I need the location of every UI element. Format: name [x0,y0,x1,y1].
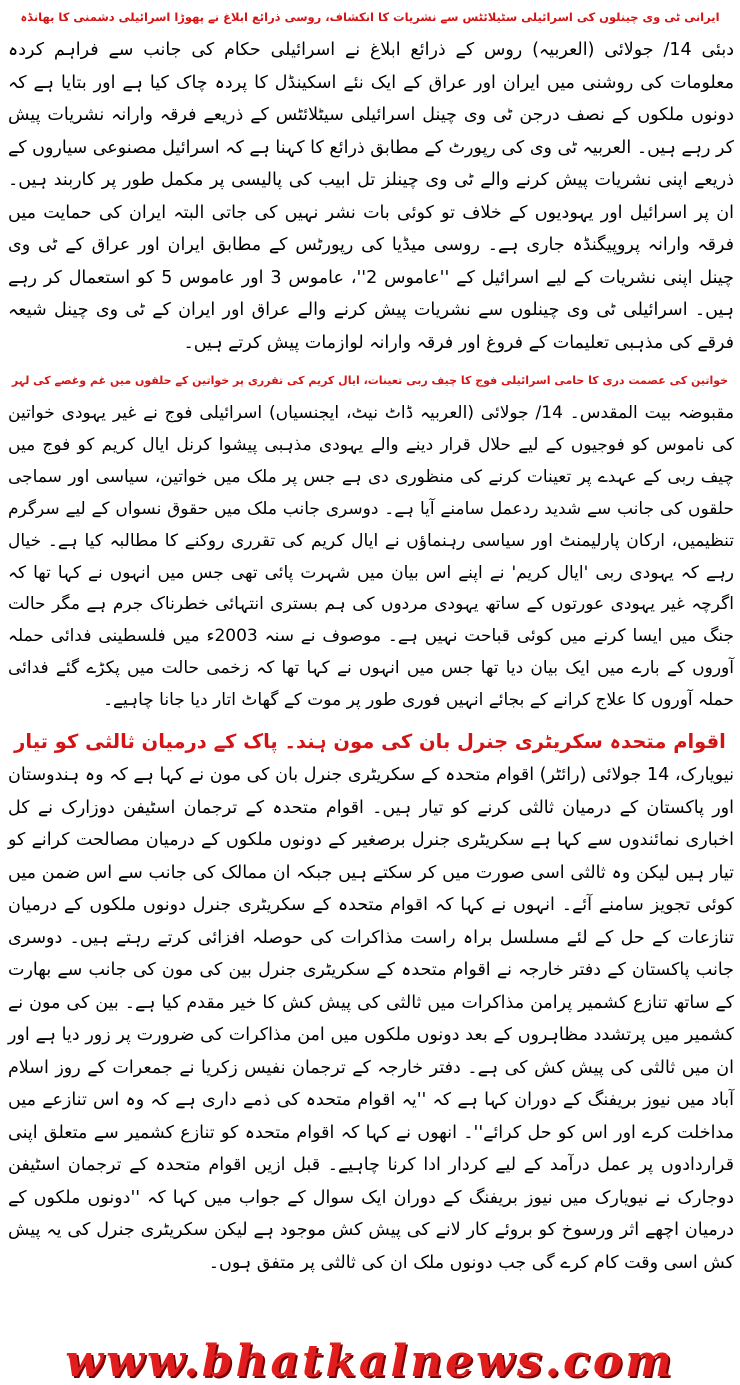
body-un-mediation: نیویارک، 14 جولائی (رائٹر) اقوام متحدہ کے سکریٹری جنرل بان کی مون نے کہا ہے کہ وہ ہندوستان اور پاکستان کے درمیان ثالثی کرنے کو تیار ہیں۔ اقوام متحدہ کے ترجمان اسٹیفن دوزارک نے کل اخباری نمائندوں سے کہا ہے سکریٹری جنرل برصغیر کے دونوں ملکوں کے درمیان مصالحت کرانے کو تیار ہیں لیکن وہ ثالثی اسی صورت میں کر سکتے ہیں جبکہ ان ممالک کی جانب سے اس ضمن میں کوئی تجویز سامنے آئے۔ انہوں نے کہا کہ اقوام متحدہ کے سکریٹری جنرل دونوں ملکوں کے درمیان تنازعات کے حل کے لئے مسلسل براہ راست مذاکرات کی حوصلہ افزائی کرتے رہتے ہیں۔ دوسری جانب پاکستان کے دفتر خارجہ نے اقوام متحدہ کے سکریٹری جنرل بین کی مون کی جانب سے بھارت کے ساتھ تنازع کشمیر پرامن مذاکرات میں ثالثی کی پیش کش کا خیر مقدم کیا ہے۔ بین کی مون نے کشمیر میں پرتشدد مظاہروں کے بعد دونوں ملکوں میں امن مذاکرات کی ضرورت پر زور دیا ہے اور ان میں ثالثی کی پیش کش کی ہے۔ دفتر خارجہ کے ترجمان نفیس زکریا نے جمعرات کے روز اسلام آباد میں نیوز بریفنگ کے دوران کہا ہے کہ ''یہ اقوام متحدہ کی ذمے داری ہے کہ وہ اس تنازعے میں مداخلت کرے اور اس کو حل کرائے''۔ انھوں نے کہا کہ اقوام متحدہ کو تنازع کشمیر سے متعلق اپنی قراردادوں پر عمل درآمد کے لیے کردار ادا کرنا چاہیے۔ قبل ازیں اقوام متحدہ کے ترجمان اسٹیفن دوجارک نے نیویارک میں نیوز بریفنگ کے دوران ایک سوال کے جواب میں کہا کہ ''دونوں ملکوں کے درمیان اچھے اثر ورسوخ کو بروئے کار لانے کی پیش کش موجود ہے لیکن سکریٹری جنرل کی یہ پیش کش اسی وقت کام کرے گی جب دونوں ملک ان کی ثالثی پر متفق ہوں۔ [8,765,734,1273]
article-iran-tv-channels [0,2,740,359]
body-iran-tv-channels: دبئی 14/ جولائی (العربیہ) روس کے ذرائع ابلاغ نے اسرائیلی حکام کی جانب سے فراہم کردہ معلومات کی روشنی میں ایران اور عراق کے ایک نئے اسکینڈل کا پردہ چاک کیا ہے اور بتایا ہے کہ دونوں ملکوں کے نصف درجن ٹی وی چینل اسرائیلی سیٹلائٹس کے ذریعے فرقہ وارانہ نشریات پیش کر رہے ہیں۔ العربیہ ٹی وی کی رپورٹ کے مطابق ذرائع کا کہنا ہے کہ اسرائیل مصنوعی سیاروں کے ذریعے اپنی نشریات پیش کرنے والے ٹی وی چینلز تل ابیب کی پالیسی پر مکمل طور پر کاربند ہیں۔ ان پر اسرائیل اور یہودیوں کے خلاف تو کوئی بات نشر نہیں کی جاتی البتہ ایران کی حمایت میں فرقہ وارانہ پروپیگنڈہ جاری ہے۔ روسی میڈیا کی رپورٹس کے مطابق ایران اور عراق کے ٹی وی چینل اپنی نشریات کے لیے اسرائیل کے ''عاموس 2''، عاموس 3 اور عاموس 5 کو استعمال کر رہے ہیں۔ اسرائیلی ٹی وی چینلوں سے نشریات پیش کرنے والے عراق اور ایران کے ٹی وی چینل شیعہ فرقے کی مذہبی تعلیمات کے فروغ اور فرقہ وارانہ لوازمات پیش کرتے ہیں۔ [7,40,735,353]
headline-un-mediation: اقوام متحدہ سکریٹری جنرل بان کی مون ہند۔ پاک کے درمیان ثالثی کو تیار [14,730,726,753]
headline-iran-tv-channels: ایرانی ٹی وی چینلوں کی اسرائیلی سٹیلائٹس سے نشریات کا انکشاف، روسی ذرائع ابلاغ نے پھوڑا اسرائیلی دشمنی کا بھانڈہ [20,10,720,24]
watermark-url: www.bhatkalnews.com [65,1338,675,1385]
footer-watermark [0,1338,740,1385]
article-un-mediation [0,727,740,1279]
headline-israeli-chief-rabbi: خواتین کی عصمت دری کا حامی اسرائیلی فوج کا چیف ربی تعینات، ایال کریم کی تقرری پر خواتین کے حلقوں میں غم وغصے کی لہر [11,374,729,387]
article-israeli-chief-rabbi [0,366,740,717]
body-israeli-chief-rabbi: مقبوضہ بیت المقدس۔ 14/ جولائی (العربیہ ڈاٹ نیٹ، ایجنسیاں) اسرائیلی فوج نے غیر یہودی خواتین کی ناموس کو فوجیوں کے لیے حلال قرار دینے والے یہودی مذہبی پیشوا کرنل ایال کریم کو فوج میں چیف ربی کے عہدے پر تعینات کرنے کی منظوری دی ہے جس پر ملک میں خواتین، سیاسی اور سماجی حلقوں کی جانب سے شدید ردعمل سامنے آیا ہے۔ دوسری جانب ملک میں حقوق نسواں کے لیے سرگرم تنظیمیں، ارکان پارلیمنٹ اور سیاسی رہنماؤں نے ایال کریم کی تقرری روکنے کا مطالبہ کیا ہے۔ خیال رہے کہ یہودی ربی 'ایال کریم' نے اپنے اس بیان میں شہرت پائی تھی جس میں انہوں نے کہا تھا کہ اگرچہ غیر یہودی عورتوں کے ساتھ یہودی مردوں کی ہم بستری انتہائی خطرناک جرم ہے مگر حالت جنگ میں ایسا کرنے میں کوئی قباحت نہیں ہے۔ موصوف نے سنہ 2003ء میں فلسطینی فدائی حملہ آوروں کے بارے میں ایک بیان دیا تھا جس میں انہوں نے کہا تھا کہ زخمی حالت میں پکڑے گئے فدائی حملہ آوروں کا علاج کرانے کے بجائے انہیں فوری طور پر موت کے گھاٹ اتار دیا جانا چاہیے۔ [8,403,734,711]
